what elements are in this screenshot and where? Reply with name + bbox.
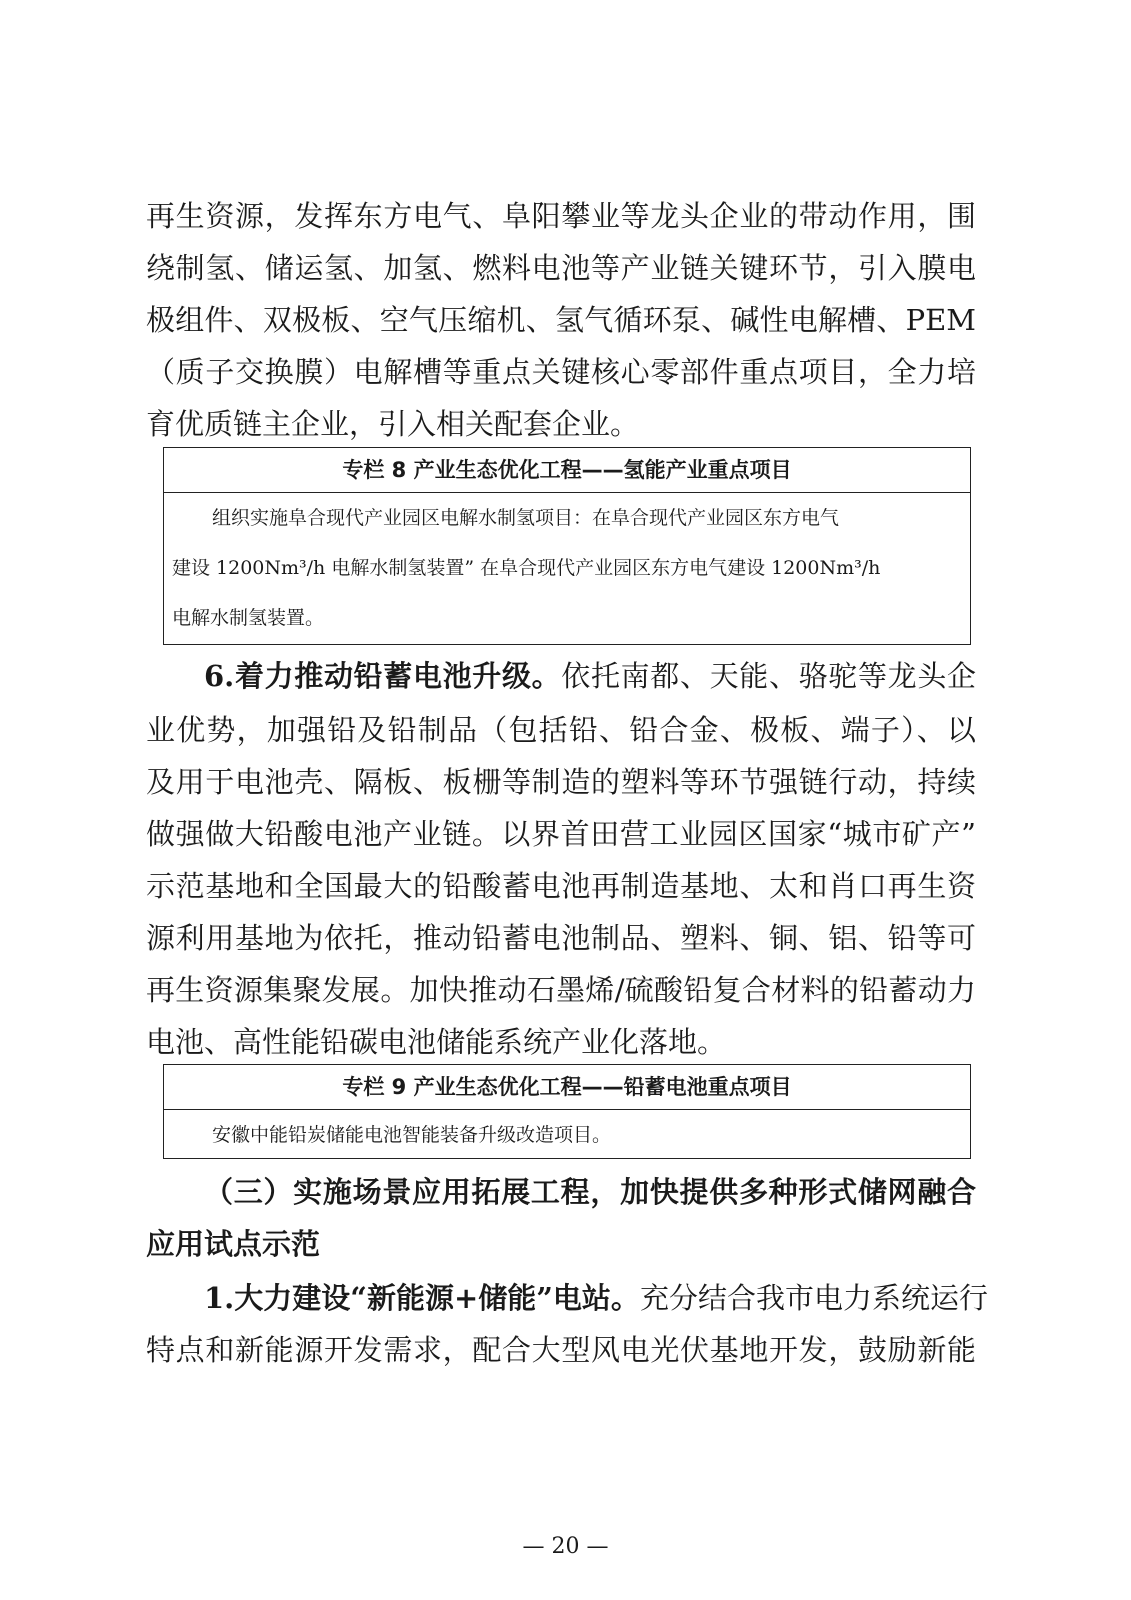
section-6-first-line <box>146 656 976 696</box>
paragraph-line: 特点和新能源开发需求，配合大型风电光伏基地开发，鼓励新能 <box>146 1333 976 1367</box>
paragraph-line: 育优质链主企业，引入相关配套企业。 <box>146 407 640 441</box>
paragraph-line: 示范基地和全国最大的铅酸蓄电池再制造基地、太和肖口再生资 <box>146 869 976 903</box>
sidebar-box-8 <box>163 447 971 645</box>
paragraph-line: 绕制氢、储运氢、加氢、燃料电池等产业链关键环节，引入膜电 <box>146 251 976 285</box>
box-title: 专栏 8 产业生态优化工程——氢能产业重点项目 <box>164 448 970 493</box>
section-6-text: 依托南都、天能、骆驼等龙头企 <box>561 659 976 693</box>
box-line: 建设 1200Nm³/h 电解水制氢装置” 在阜合现代产业园区东方电气建设 1200Nm³/h <box>172 557 881 579</box>
paragraph-line: 再生资源集聚发展。加快推动石墨烯/硫酸铅复合材料的铅蓄动力 <box>146 973 976 1007</box>
paragraph-line: 及用于电池壳、隔板、板栅等制造的塑料等环节强链行动，持续 <box>146 765 976 799</box>
box-title: 专栏 9 产业生态优化工程——铅蓄电池重点项目 <box>164 1065 970 1110</box>
box-body <box>164 493 970 643</box>
paragraph-line: 电池、高性能铅碳电池储能系统产业化落地。 <box>146 1025 727 1059</box>
paragraph-line: 业优势，加强铅及铅制品（包括铅、铅合金、极板、端子）、以 <box>146 713 976 747</box>
section-1-text: 充分结合我市电力系统运行 <box>639 1281 988 1315</box>
box-body <box>164 1110 970 1160</box>
paragraph-line: 源利用基地为依托，推动铅蓄电池制品、塑料、铜、铝、铅等可 <box>146 921 976 955</box>
section-3-heading-line: 应用试点示范 <box>146 1227 321 1261</box>
box-line: 安徽中能铅炭储能电池智能装备升级改造项目。 <box>212 1124 612 1146</box>
section-1-first-line <box>146 1278 988 1318</box>
section-6-heading: 6.着力推动铅蓄电池升级。 <box>204 659 562 693</box>
paragraph-line: 再生资源，发挥东方电气、阜阳攀业等龙头企业的带动作用，围 <box>146 199 976 233</box>
sidebar-box-9 <box>163 1064 971 1159</box>
box-line: 电解水制氢装置。 <box>172 607 325 629</box>
page-number: — 20 — <box>522 1534 609 1559</box>
section-3-heading-line: （三）实施场景应用拓展工程，加快提供多种形式储网融合 <box>204 1175 976 1209</box>
paragraph-line: （质子交换膜）电解槽等重点关键核心零部件重点项目，全力培 <box>146 355 976 389</box>
paragraph-line: 极组件、双极板、空气压缩机、氢气循环泵、碱性电解槽、PEM <box>146 303 976 337</box>
paragraph-line: 做强做大铅酸电池产业链。以界首田营工业园区国家“城市矿产” <box>146 817 976 851</box>
section-1-heading: 1.大力建设“新能源+储能”电站。 <box>204 1281 640 1315</box>
box-line: 组织实施阜合现代产业园区电解水制氢项目：在阜合现代产业园区东方电气 <box>212 507 840 529</box>
